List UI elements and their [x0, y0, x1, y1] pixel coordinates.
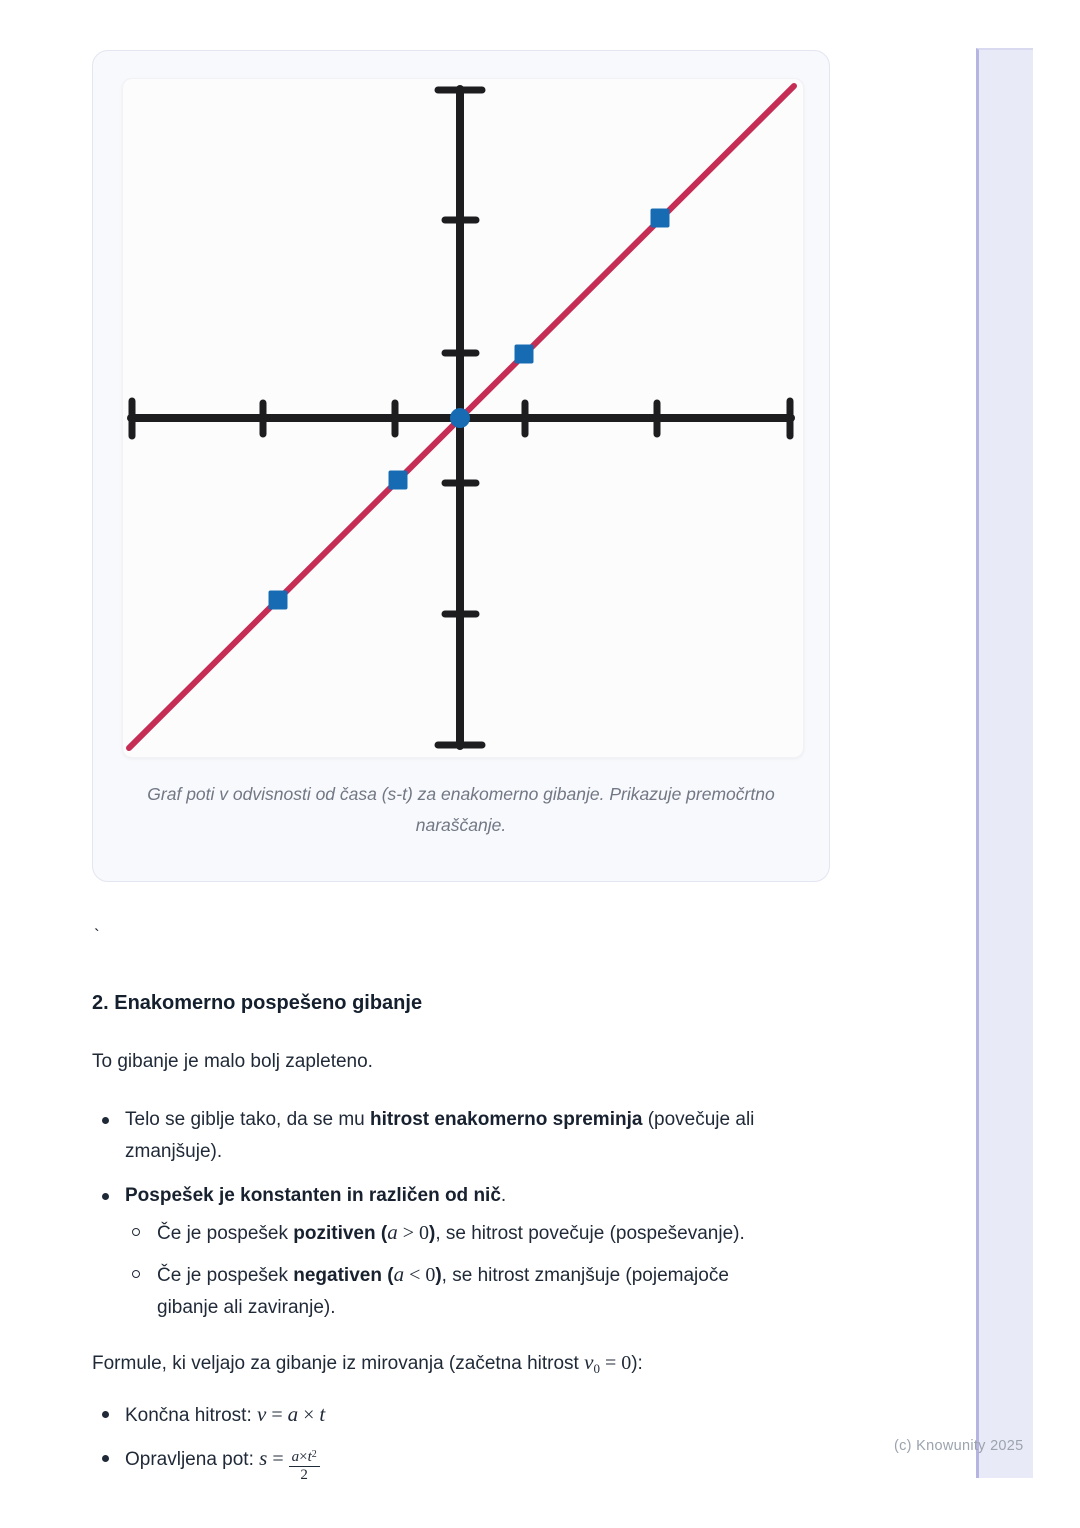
- math-variable: a: [287, 1402, 299, 1426]
- list-item-final-speed-formula: [92, 1398, 805, 1432]
- math-text: =: [266, 1404, 288, 1426]
- math-variable: a: [393, 1262, 405, 1286]
- text-run: Telo se giblje tako, da se mu: [125, 1109, 371, 1130]
- sublist-item-negative-acceleration: [92, 1258, 767, 1324]
- math-variable: a: [387, 1220, 398, 1244]
- math-text: = 0: [599, 1352, 632, 1374]
- sublist-item-positive-acceleration: [92, 1216, 767, 1250]
- math-variable: s: [259, 1446, 268, 1470]
- text-run-bold: hitrost enakomerno spreminja: [370, 1109, 643, 1130]
- text-run: Končna hitrost:: [125, 1405, 258, 1426]
- text-run: Formule, ki veljajo za gibanje iz mirovanja (začetna hitrost: [92, 1353, 585, 1374]
- text-run: Opravljena pot:: [125, 1449, 260, 1470]
- st-graph-panel: [122, 78, 804, 758]
- text-run: Če je pospešek: [157, 1265, 294, 1286]
- text-run: .: [500, 1185, 507, 1206]
- figure-card[interactable]: [92, 50, 830, 882]
- stray-backtick: `: [94, 926, 100, 945]
- text-run: Če je pospešek: [157, 1223, 294, 1244]
- figure-caption: Graf poti v odvisnosti od časa (s-t) za enakomerno gibanje. Prikazuje premočrtno naraščanje.: [147, 784, 775, 835]
- intro-paragraph: To gibanje je malo bolj zapleteno.: [92, 1051, 373, 1072]
- list-item-constant-acceleration: [92, 1180, 805, 1212]
- bullet-dot-icon: [102, 1455, 109, 1462]
- text-run-bold: negativen (: [293, 1265, 394, 1286]
- text-run-bold: ): [428, 1223, 436, 1244]
- page-edge-decoration: [976, 48, 1033, 1478]
- text-run: (povečuje ali zmanjšuje).: [125, 1109, 755, 1162]
- text-run-bold: ): [435, 1265, 442, 1286]
- math-fraction: [289, 1449, 320, 1484]
- bullet-dot-icon: [102, 1411, 109, 1418]
- section-heading: 2. Enakomerno pospešeno gibanje: [92, 992, 423, 1014]
- math-variable: t: [319, 1402, 326, 1426]
- text-run: , se hitrost povečuje (pospeševanje).: [435, 1223, 745, 1244]
- text-run-bold: pozitiven (: [293, 1223, 388, 1244]
- math-text: =: [267, 1448, 289, 1470]
- text-run-bold: Pospešek je konstanten in različen od nič: [125, 1185, 501, 1206]
- bullet-ring-icon: [132, 1228, 140, 1236]
- math-text: > 0: [397, 1222, 429, 1244]
- formulas-intro-paragraph: [92, 1346, 812, 1385]
- math-variable: t: [307, 1448, 312, 1465]
- fraction-numerator: [289, 1449, 320, 1468]
- bullet-dot-icon: [102, 1117, 109, 1124]
- math-variable: v: [584, 1350, 594, 1374]
- st-graph: [123, 79, 803, 757]
- math-variable: a: [291, 1448, 300, 1465]
- fraction-denominator: 2: [300, 1467, 308, 1483]
- copyright-notice: (c) Knowunity 2025: [894, 1438, 1024, 1454]
- text-run: , se hitrost zmanjšuje (pojemajoče gibanje ali zaviranje).: [157, 1265, 729, 1318]
- list-item-velocity-change: [92, 1104, 805, 1168]
- bullet-dot-icon: [102, 1193, 109, 1200]
- math-exponent: 2: [311, 1448, 317, 1460]
- math-subscript: 0: [593, 1361, 600, 1376]
- bullet-ring-icon: [132, 1270, 140, 1278]
- math-operator: ×: [299, 1448, 308, 1465]
- list-item-distance-formula: [92, 1442, 805, 1484]
- math-variable: v: [257, 1402, 267, 1426]
- text-run: ):: [631, 1353, 643, 1374]
- math-text: < 0: [404, 1264, 436, 1286]
- math-text: ×: [298, 1404, 320, 1426]
